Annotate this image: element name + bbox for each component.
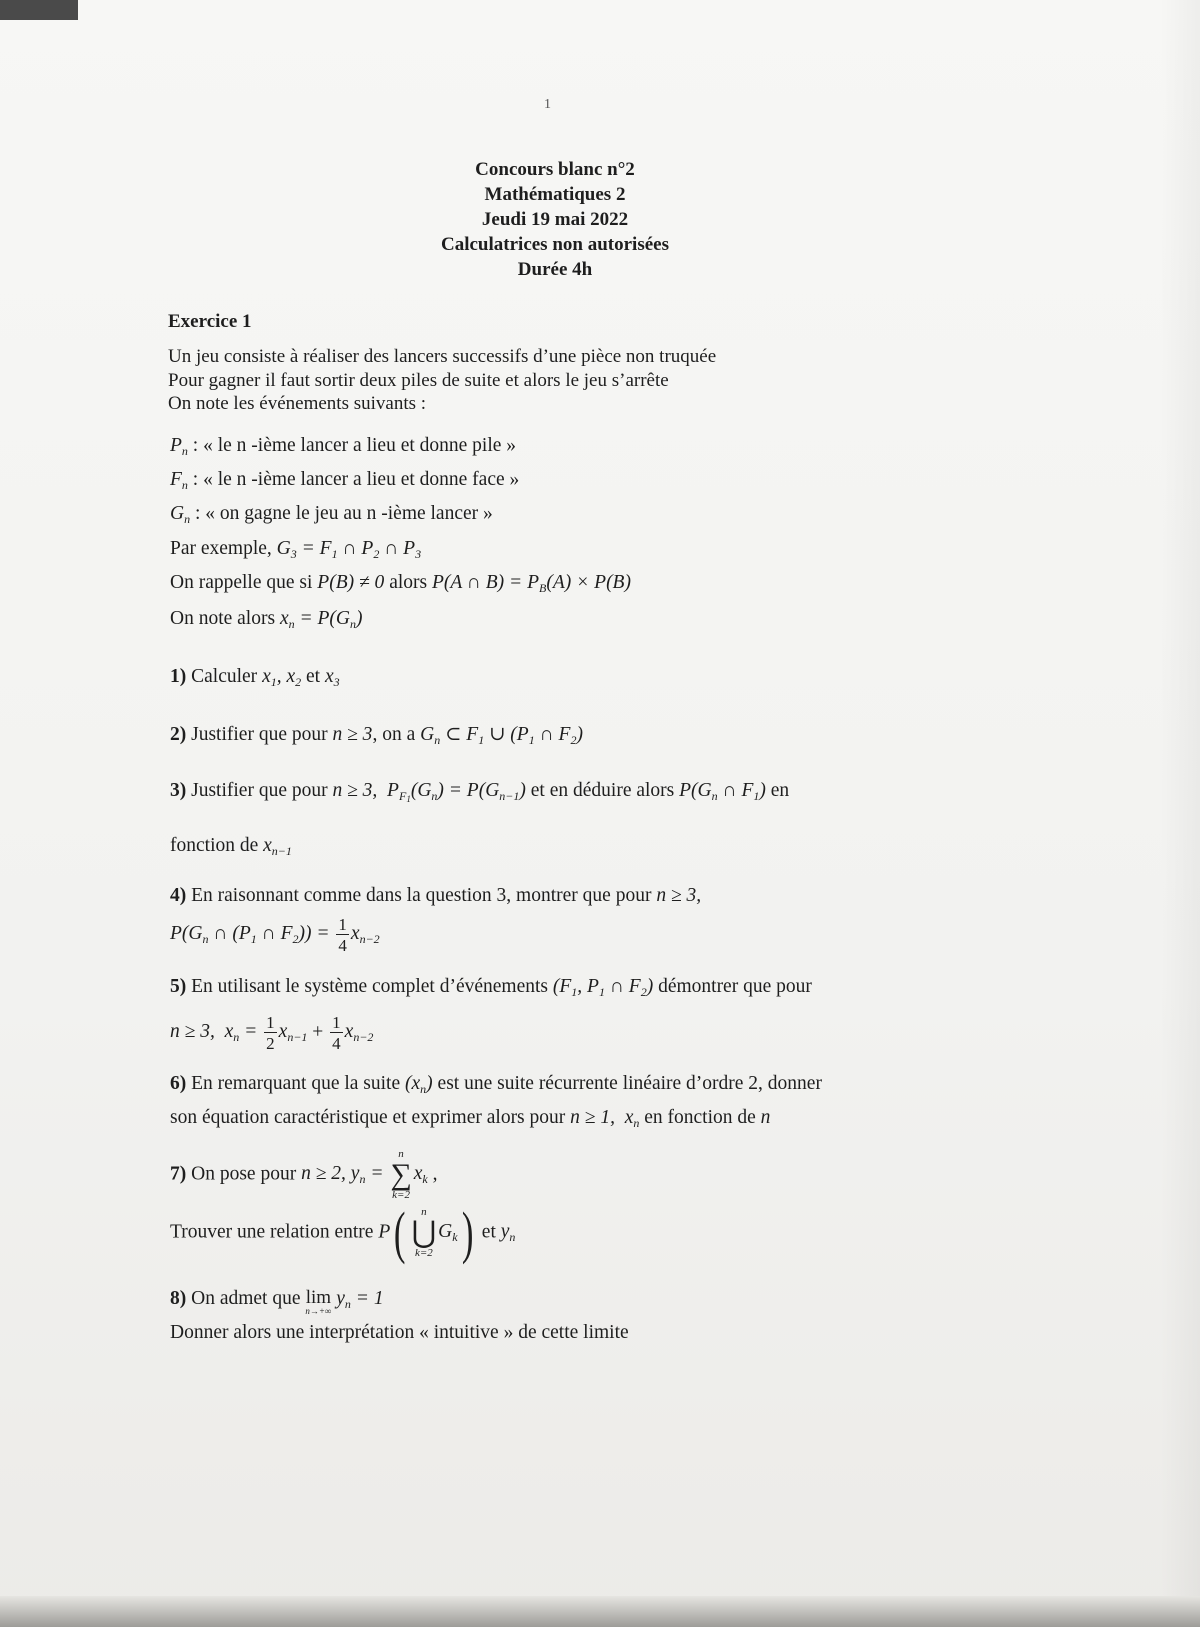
question-6-number: 6): [170, 1073, 187, 1094]
recall-alors: alors: [389, 572, 428, 593]
question-3-line2-text: fonction de: [170, 835, 259, 856]
recall-line: On rappelle que si P(B) ≠ 0 alors P(A ∩ $B) = P_B(A) \times P(B)$: [170, 572, 631, 595]
question-1: 1) Calculer $x_1$, $x_2$ et $x_3$: [170, 666, 340, 689]
question-5-text: En utilisant le système complet d’événements: [191, 976, 548, 997]
question-7: 7) On pose pour n ≥ 2, $y_n$ = n ∑ k=2 $x_k$ ,: [170, 1148, 438, 1201]
question-4-number: 4): [170, 885, 187, 906]
event-f-text: : « le n -ième lancer a lieu et donne face »: [192, 469, 520, 490]
question-3-line-2: fonction de $x_{n-1}$: [170, 835, 292, 858]
header-date: Jeudi 19 mai 2022: [481, 209, 629, 230]
question-5-formula: n ≥ 3, $x_n$ = $\frac{1}{2}$ $x_{n-1}$ + $\frac{1}{4}$ $x_{n-2}$: [170, 1013, 374, 1053]
note-line: On note alors $x_n = P(G_n)$: [170, 608, 363, 631]
question-2: 2) Justifier que pour n ≥ 3, on a $G_n$ ⊂ $F_1$ ∪ ($P_1$ ∩ $F_2$): [170, 724, 583, 747]
header-duration: Durée 4h: [517, 259, 593, 280]
question-8-number: 8): [170, 1288, 187, 1309]
union-symbol: n ⋃ k=2: [411, 1206, 437, 1259]
example-line: Par exemple, $G_3 = F_1$ ∩ $P_2$ ∩ $P_3$: [170, 538, 422, 561]
question-6-end: est une suite récurrente linéaire d’ordre 2, donner: [437, 1073, 822, 1094]
intro-line-1: Un jeu consiste à réaliser des lancers successifs d’une pièce non truquée: [168, 346, 717, 367]
page-number: 1: [544, 97, 551, 112]
question-7-number: 7): [170, 1163, 187, 1185]
question-4: 4) En raisonnant comme dans la question 3, montrer que pour n ≥ 3,: [170, 885, 702, 906]
question-5: 5) En utilisant le système complet d’événements ($F_1$, $P_1$ ∩ $F_2$) démontrer que pour: [170, 976, 812, 999]
question-8: 8) On admet que lim n→+∞ $y_n = 1$: [170, 1287, 384, 1316]
intro-line-3: On note les événements suivants :: [168, 393, 427, 414]
right-paren: ): [461, 1200, 474, 1265]
question-2-number: 2): [170, 724, 187, 745]
note-label: On note alors: [170, 608, 276, 629]
exercise-intro: [168, 345, 716, 416]
header-calculator-note: Calculatrices non autorisées: [441, 234, 669, 255]
question-7-line2a: Trouver une relation entre: [170, 1221, 374, 1243]
fraction-one-quarter: $\frac{1}{4}$: [338, 915, 347, 955]
question-4-text: En raisonnant comme dans la question 3, montrer que pour: [191, 885, 652, 906]
question-8-line-2: Donner alors une interprétation « intuitive » de cette limite: [170, 1322, 629, 1343]
page-shadow: [1160, 0, 1200, 1627]
page-bottom-edge: [0, 1596, 1200, 1627]
example-label: Par exemple,: [170, 538, 272, 559]
left-paren: (: [394, 1200, 406, 1265]
event-g-text: : « on gagne le jeu au n -ième lancer »: [194, 503, 493, 524]
question-7-text: On pose pour: [191, 1163, 297, 1185]
exercise-title: Exercice 1: [168, 311, 252, 332]
event-p-text: : « le n -ième lancer a lieu et donne pile »: [192, 435, 517, 456]
question-8-text: On admet que: [191, 1288, 301, 1309]
question-1-number: 1): [170, 666, 187, 687]
question-3-mid: et en déduire alors: [530, 780, 675, 801]
question-6-line2b: en fonction de: [644, 1107, 756, 1128]
sum-symbol: n ∑ k=2: [390, 1148, 412, 1201]
question-7-line2b: et: [481, 1221, 496, 1243]
event-p: $P_n$ : « le n -ième lancer a lieu et donne pile »: [170, 435, 517, 458]
question-6-line2a: son équation caractéristique et exprimer alors pour: [170, 1107, 566, 1128]
question-6-line-2: son équation caractéristique et exprimer alors pour n ≥ 1, $x_n$ en fonction de n: [170, 1107, 771, 1130]
question-3-number: 3): [170, 780, 187, 801]
event-f: $F_n$ : « le n -ième lancer a lieu et donne face »: [170, 469, 520, 492]
header-subject: Mathématiques 2: [484, 184, 626, 205]
question-2-mid: , on a: [372, 724, 416, 745]
question-5-number: 5): [170, 976, 187, 997]
exam-header: [380, 157, 730, 282]
question-6: 6) En remarquant que la suite $(x_n)$ est une suite récurrente linéaire d’ordre 2, donner: [170, 1073, 822, 1096]
header-title: Concours blanc n°2: [475, 159, 635, 180]
question-3-end: en: [770, 780, 790, 801]
fraction-one-half: $\frac{1}{2}$: [266, 1013, 275, 1053]
recall-label: On rappelle que si: [170, 572, 313, 593]
fraction-one-quarter-2: $\frac{1}{4}$: [332, 1013, 341, 1053]
question-7-line-2: Trouver une relation entre P( n ⋃ k=2 $G_k$) et $y_n$: [170, 1200, 516, 1265]
question-4-formula: $P(G_n$ ∩ ($P_1$ ∩ $F_2$)) = $\frac{1}{4}$ $x_{n-2}$: [170, 915, 380, 955]
question-6-text: En remarquant que la suite: [191, 1073, 401, 1094]
limit-operator: lim n→+∞: [305, 1287, 332, 1316]
question-1-text: Calculer: [191, 666, 258, 687]
intro-line-2: Pour gagner il faut sortir deux piles de suite et alors le jeu s’arrête: [168, 369, 669, 391]
event-g: $G_n$ : « on gagne le jeu au n -ième lancer »: [170, 503, 493, 526]
scan-corner-mark: [0, 0, 78, 20]
question-3-text: Justifier que pour: [191, 780, 328, 801]
question-5-end: démontrer que pour: [658, 976, 812, 997]
question-3: 3) Justifier que pour n ≥ 3, $P_{F_1}(G_n) = P(G_{n-1})$ et en déduire alors $P(G_n$ ∩ $F_1$) en: [170, 780, 790, 804]
question-2-text: Justifier que pour: [191, 724, 328, 745]
